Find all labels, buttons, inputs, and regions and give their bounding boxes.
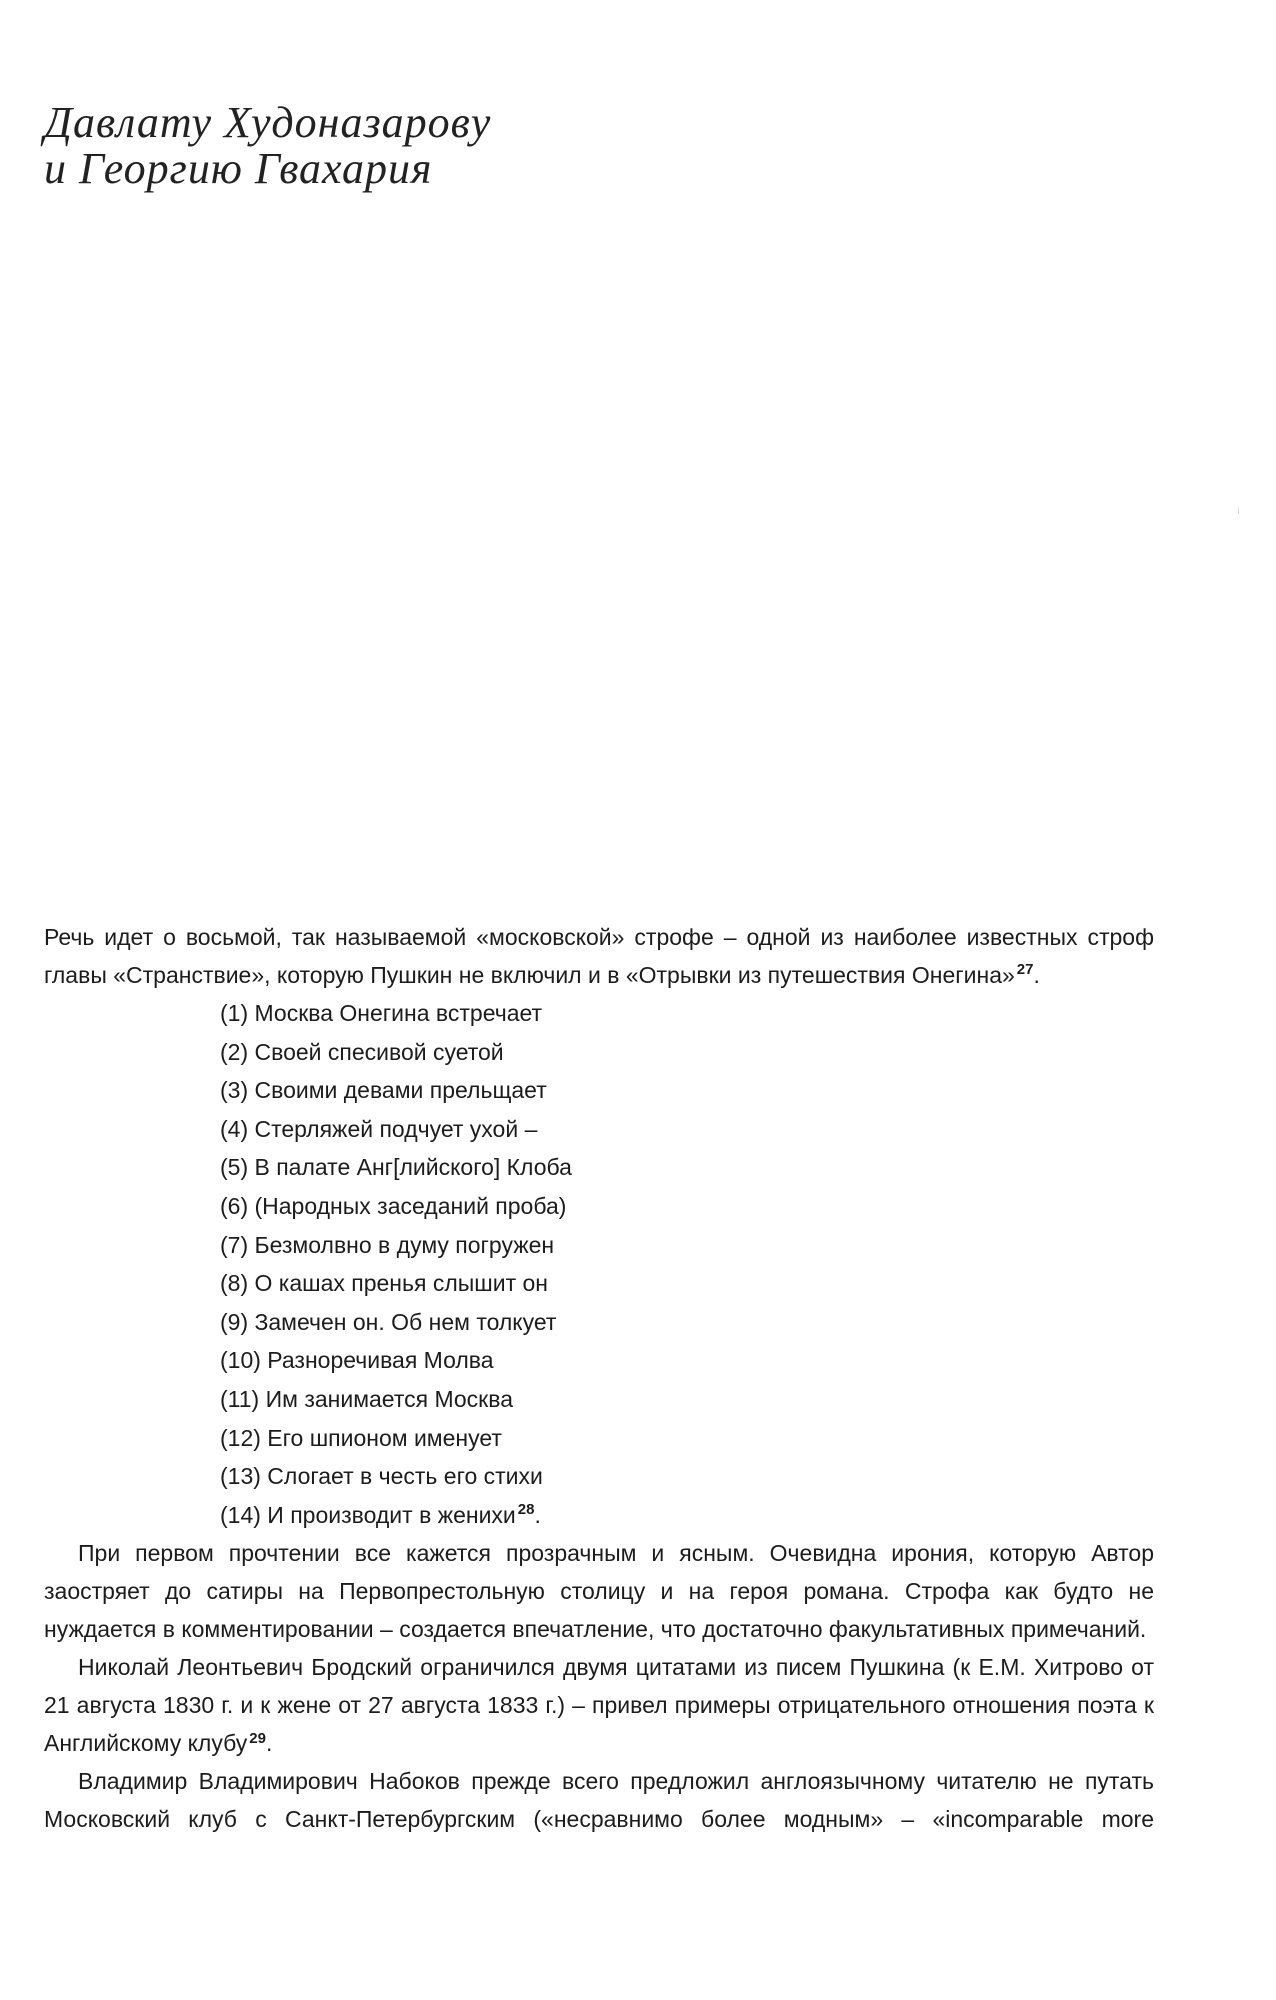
stanza-line <box>220 1496 1154 1535</box>
stanza-line: (2) Своей спесивой суетой <box>220 1038 504 1065</box>
intro-tail: . <box>1033 962 1040 988</box>
stanza-line: (7) Безмолвно в думу погружен <box>220 1231 555 1258</box>
main-text <box>44 918 1154 1838</box>
stanza-line: (3) Своими девами прельщает <box>220 1077 547 1104</box>
stanza-line: (9) Замечен он. Об нем толкует <box>220 1308 557 1335</box>
intro-text: Речь идет о восьмой, так называемой «московской» строфе – одной из наиболее известных строф главы «Странствие», которую Пушкин не включил и в «Отрывки из путешествия Онегина» <box>44 924 1154 988</box>
stanza-line: (5) В палате Анг[лийского] Клоба <box>220 1154 572 1181</box>
stanza-line: (1) Москва Онегина встречает <box>220 1000 543 1026</box>
stanza-line-text: (14) И производит в женихи <box>220 1501 516 1528</box>
dedication-line-1: Давлату Худоназарову <box>44 98 492 147</box>
stanza <box>220 994 1154 1534</box>
stanza-line: (13) Слогает в честь его стихи <box>220 1463 543 1490</box>
stanza-line: (10) Разноречивая Молва <box>220 1347 494 1374</box>
intro-paragraph <box>44 918 1154 994</box>
stanza-line: (6) (Народных заседаний проба) <box>220 1192 567 1219</box>
footnote-ref: 29 <box>249 1729 266 1747</box>
dedication-line-2: и Георгию Гвахария <box>44 144 433 193</box>
paragraph-1: При первом прочтении все кажется прозрачным и ясным. Очевидна ирония, которую Автор заостряет до сатиры на Первопрестольную столицу и на героя романа. Строфа как будто не нуждается в комментировании – создается впечатление, что достаточно факультативных примечаний. <box>44 1540 1154 1643</box>
paragraph-3: Владимир Владимирович Набоков прежде всего предложил англоязычному читателю не путать Московский клуб с Санкт-Петербургским («несравнимо более модным» – «incomparable more <box>44 1768 1154 1833</box>
stanza-line-tail: . <box>534 1501 541 1528</box>
paragraph-2 <box>44 1648 1154 1762</box>
footnote-ref: 27 <box>1016 961 1034 979</box>
footnote-ref: 28 <box>517 1501 535 1519</box>
dedication <box>44 100 491 192</box>
stanza-line: (11) Им занимается Москва <box>220 1385 513 1412</box>
margin-mark <box>1238 508 1239 514</box>
stanza-line: (12) Его шпионом именует <box>220 1424 502 1451</box>
paragraph-2-text: Николай Леонтьевич Бродский ограничился двумя цитатами из писем Пушкина (к Е.М. Хитрово от 21 августа 1830 г. и к жене от 27 августа 1833 г.) – привел примеры отрицательного отношения поэта к Английскому клубу <box>44 1654 1154 1757</box>
stanza-line: (4) Стерляжей подчует ухой – <box>220 1115 538 1142</box>
paragraph-2-tail: . <box>265 1730 273 1757</box>
stanza-line: (8) О кашах пренья слышит он <box>220 1270 549 1297</box>
